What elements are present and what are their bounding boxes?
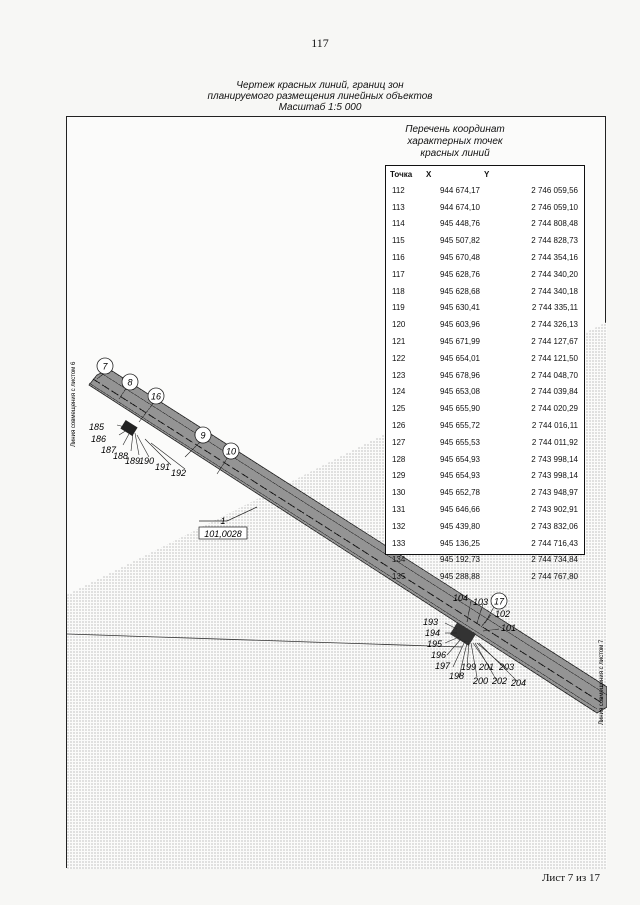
cell-x: 944 674,10: [439, 202, 480, 212]
sheet-footer: Лист 7 из 17: [541, 872, 600, 884]
point-label: 199: [461, 662, 477, 672]
cell-y: 2 744 716,43: [531, 538, 578, 548]
table-row: [386, 384, 584, 401]
table-row: [386, 350, 584, 367]
circled-label-8: [122, 374, 138, 390]
circled-label-10: [223, 443, 239, 459]
table-row: [386, 417, 584, 434]
cell-y: 2 744 828,73: [531, 236, 578, 246]
table-row: [386, 300, 584, 317]
cell-point: 129: [392, 471, 406, 481]
cell-x: 945 439,80: [439, 521, 480, 531]
cell-x: 945 678,96: [439, 370, 480, 380]
cell-y: 2 744 039,84: [531, 387, 578, 397]
cell-x: 945 603,96: [439, 320, 480, 330]
cell-y: 2 743 948,97: [531, 488, 578, 498]
cell-y: 2 743 832,06: [531, 521, 578, 531]
cell-x: 945 192,73: [439, 555, 480, 565]
point-label: 198: [449, 671, 465, 681]
table-row: [386, 216, 584, 233]
cell-x: 945 448,76: [439, 219, 480, 229]
point-label: 200: [473, 676, 489, 686]
table-row: [386, 535, 584, 552]
callout-number: 1: [220, 516, 226, 526]
point-label: 191: [155, 462, 171, 472]
circled-label-16: [148, 388, 164, 404]
cell-y: 2 743 902,91: [531, 505, 578, 515]
cell-point: 113: [392, 202, 405, 212]
cell-y: 2 744 335,11: [531, 303, 578, 313]
cell-x: 945 652,78: [439, 488, 480, 498]
point-label: 201: [479, 662, 495, 672]
point-label: 186: [91, 434, 107, 444]
cell-point: 135: [392, 572, 406, 582]
point-label: 101: [501, 623, 517, 633]
cell-y: 2 744 020,29: [531, 404, 578, 414]
table-row: [386, 451, 584, 468]
point-label: 188: [113, 451, 129, 461]
circled-label-7: [97, 358, 113, 374]
cell-y: 2 744 340,20: [531, 269, 578, 279]
table-row: [386, 501, 584, 518]
point-label: 187: [101, 445, 117, 455]
point-label: 104: [453, 593, 469, 603]
circled-label-text: 9: [200, 430, 206, 441]
cell-point: 121: [392, 337, 406, 347]
cell-y: 2 744 734,84: [531, 555, 578, 565]
cell-point: 128: [392, 454, 406, 464]
cell-x: 945 671,99: [439, 337, 480, 347]
cell-point: 116: [392, 253, 405, 263]
table-row: [386, 568, 584, 585]
point-label: 194: [425, 628, 441, 638]
point-label: 103: [473, 597, 489, 607]
table-row: [386, 232, 584, 249]
cell-point: 123: [392, 370, 406, 380]
cell-y: 2 744 340,18: [531, 286, 578, 296]
table-row: [386, 283, 584, 300]
cell-x: 945 654,93: [439, 471, 480, 481]
cell-point: 124: [392, 387, 406, 397]
cell-y: 2 743 998,14: [531, 471, 578, 481]
point-label: 189: [125, 456, 141, 466]
cell-y: 2 746 059,56: [531, 185, 578, 195]
cell-y: 2 744 808,48: [531, 219, 578, 229]
coordinate-table-title: [380, 124, 530, 160]
circled-label-17: [491, 593, 507, 609]
cell-point: 130: [392, 488, 406, 498]
point-label: 196: [431, 650, 447, 660]
cell-x: 945 670,48: [439, 253, 480, 263]
cell-y: 2 744 016,11: [531, 421, 578, 431]
cell-x: 945 136,25: [439, 538, 480, 548]
cell-point: 118: [392, 286, 405, 296]
callout-value: 101,0028: [204, 529, 242, 539]
cell-x: 945 655,53: [439, 437, 480, 447]
cell-y: 2 744 121,50: [531, 353, 578, 363]
title-line-2: планируемого размещения линейных объектов: [207, 91, 433, 102]
cell-x: 945 655,72: [439, 421, 480, 431]
point-label: 193: [423, 617, 439, 627]
header-point: Точка: [390, 169, 413, 179]
cell-point: 127: [392, 437, 406, 447]
cell-y: 2 743 998,14: [531, 454, 578, 464]
coordinate-table: [385, 165, 585, 582]
table-row: [386, 484, 584, 501]
point-label: 197: [435, 661, 451, 671]
point-label: 204: [511, 678, 527, 688]
table-row: [386, 182, 584, 199]
point-label: 202: [492, 676, 508, 686]
cell-point: 125: [392, 404, 406, 414]
point-label: 195: [427, 639, 443, 649]
cell-x: 945 630,41: [439, 303, 480, 313]
coord-title-line-2: характерных точек: [407, 136, 503, 147]
table-row: [386, 400, 584, 417]
table-row: [386, 333, 584, 350]
circled-label-9: [195, 427, 211, 443]
circled-label-text: 10: [225, 446, 237, 457]
table-row: [386, 249, 584, 266]
cell-y: 2 744 127,67: [531, 337, 578, 347]
cell-x: 945 646,66: [439, 505, 480, 515]
side-label-left: Линия совмещения с листом 6: [71, 361, 77, 447]
cell-x: 945 628,68: [439, 286, 480, 296]
table-row: [386, 434, 584, 451]
cell-y: 2 744 354,16: [531, 253, 578, 263]
table-row: [386, 266, 584, 283]
header-y: Y: [484, 169, 490, 179]
table-header-row: [386, 166, 584, 182]
cell-x: 945 655,90: [439, 404, 480, 414]
cell-point: 133: [392, 538, 406, 548]
title-line-1: Чертеж красных линий, границ зон: [236, 80, 404, 91]
point-label: 203: [499, 662, 515, 672]
cell-point: 120: [392, 320, 406, 330]
table-row: [386, 552, 584, 569]
cell-point: 112: [392, 185, 405, 195]
title-scale: Масштаб 1:5 000: [278, 102, 362, 113]
cell-y: 2 746 059,10: [531, 202, 578, 212]
cell-point: 132: [392, 521, 406, 531]
circled-label-text: 16: [150, 391, 162, 402]
cell-point: 122: [392, 353, 406, 363]
cell-point: 131: [392, 505, 406, 515]
cell-x: 944 674,17: [439, 185, 480, 195]
side-label-right: Линия совмещения с листом 7: [599, 639, 605, 725]
cell-y: 2 744 011,92: [531, 437, 578, 447]
point-label: 185: [89, 422, 105, 432]
circled-label-text: 7: [102, 361, 108, 372]
cell-point: 126: [392, 421, 406, 431]
table-row: [386, 199, 584, 216]
table-row: [386, 518, 584, 535]
circled-label-text: 17: [493, 596, 505, 607]
point-label: 192: [171, 468, 187, 478]
cell-y: 2 744 767,80: [531, 572, 578, 582]
circled-label-text: 8: [127, 377, 133, 388]
drawing-title: [0, 80, 640, 113]
cell-y: 2 744 048,70: [531, 370, 578, 380]
cell-point: 114: [392, 219, 405, 229]
header-x: X: [426, 169, 432, 179]
point-label: 102: [495, 609, 511, 619]
cell-x: 945 654,93: [439, 454, 480, 464]
cell-point: 119: [392, 303, 405, 313]
cell-point: 117: [392, 269, 405, 279]
table-row: [386, 316, 584, 333]
table-row: [386, 468, 584, 485]
cell-point: 115: [392, 236, 405, 246]
cell-x: 945 288,88: [439, 572, 480, 582]
page-number: 117: [311, 36, 329, 50]
coordinate-table-grid: [386, 166, 584, 585]
cell-x: 945 507,82: [439, 236, 480, 246]
coord-title-line-1: Перечень координат: [405, 124, 505, 135]
cell-x: 945 653,08: [439, 387, 480, 397]
coord-title-line-3: красных линий: [420, 148, 490, 159]
coordinate-table-body: [386, 182, 584, 585]
table-row: [386, 367, 584, 384]
cell-x: 945 628,76: [439, 269, 480, 279]
cell-point: 134: [392, 555, 406, 565]
cell-y: 2 744 326,13: [531, 320, 578, 330]
point-label: 190: [139, 456, 155, 466]
cell-x: 945 654,01: [439, 353, 480, 363]
